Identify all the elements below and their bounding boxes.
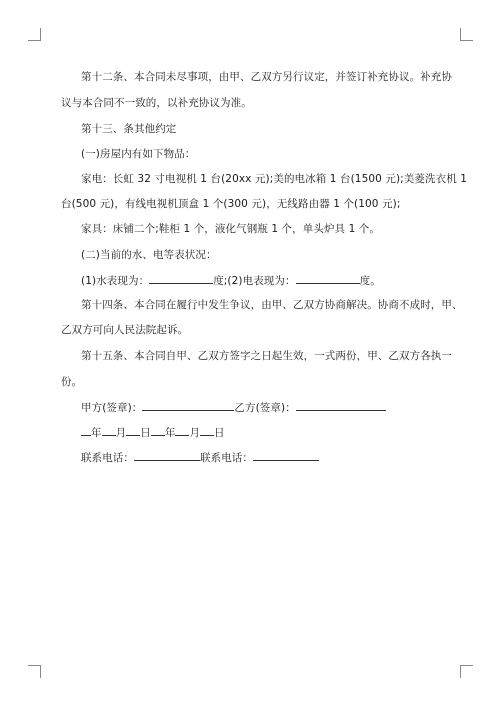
clause-14-line-2: 乙双方可向人民法院起诉。 [61,324,189,336]
month-label-2: 月 [189,427,201,439]
party-a-label: 甲方(签章)： [81,402,143,414]
year-blank-2 [151,424,165,436]
clause-12-line-2: 议与本合同不一致的，以补充协议为准。 [61,97,252,109]
items-heading: (一)房屋内有如下物品： [81,148,196,160]
meters-line [81,272,381,288]
clause-15-line-2: 份。 [61,376,83,388]
water-meter-label: (1)水表现为： [81,275,150,287]
furniture-line: 家具：床铺二个;鞋柜 1 个，液化气钢瓶 1 个，单头炉具 1 个。 [81,223,381,235]
day-blank [126,424,140,436]
party-a-phone-blank [134,449,200,461]
party-b-phone-blank [253,449,319,461]
party-a-signature-blank [142,399,234,411]
party-b-signature-blank [296,399,386,411]
signature-line [81,399,386,415]
day-label-2: 日 [214,427,225,439]
meters-heading: (二)当前的水、电等表状况： [81,249,217,261]
appliances-line-2: 台(500 元)，有线电视机顶盒 1 个(300 元)，无线路由器 1 个(100 元); [61,198,401,210]
party-a-phone-label: 联系电话： [81,452,134,464]
clause-15-line-1: 第十五条、本合同自甲、乙双方签字之日起生效，一式两份，甲、乙双方各执一 [81,350,452,362]
year-label-2: 年 [164,427,176,439]
meters-line-end: 度。 [359,275,381,287]
clause-14-line-1: 第十四条、本合同在履行中发生争议，由甲、乙双方协商解决。协商不成时，甲、 [81,299,463,311]
page-corner-mark-top-right [460,28,473,41]
water-meter-blank [149,272,213,284]
month-label: 月 [115,427,127,439]
party-b-phone-label: 联系电话： [200,452,253,464]
year-blank [81,424,91,436]
year-label: 年 [91,427,102,439]
phone-line [81,449,319,465]
clause-13-heading: 第十三、条其他约定 [81,123,177,135]
electric-meter-blank [296,272,360,284]
day-blank-2 [200,424,214,436]
electric-meter-label: 度;(2)电表现为： [213,275,296,287]
page-corner-mark-bottom-left [28,665,41,678]
month-blank [102,424,116,436]
page-corner-mark-top-left [28,28,41,41]
clause-12-line-1: 第十二条、本合同未尽事项，由甲、乙双方另行议定，并签订补充协议。补充协 [81,71,452,83]
page-corner-mark-bottom-right [460,665,473,678]
day-label: 日 [140,427,151,439]
appliances-line-1: 家电：长虹 32 寸电视机 1 台(20xx 元);美的电冰箱 1 台(1500 元);美菱洗衣机 1 [81,173,468,185]
month-blank-2 [175,424,189,436]
party-b-label: 乙方(签章)： [234,402,296,414]
date-line [81,424,225,440]
